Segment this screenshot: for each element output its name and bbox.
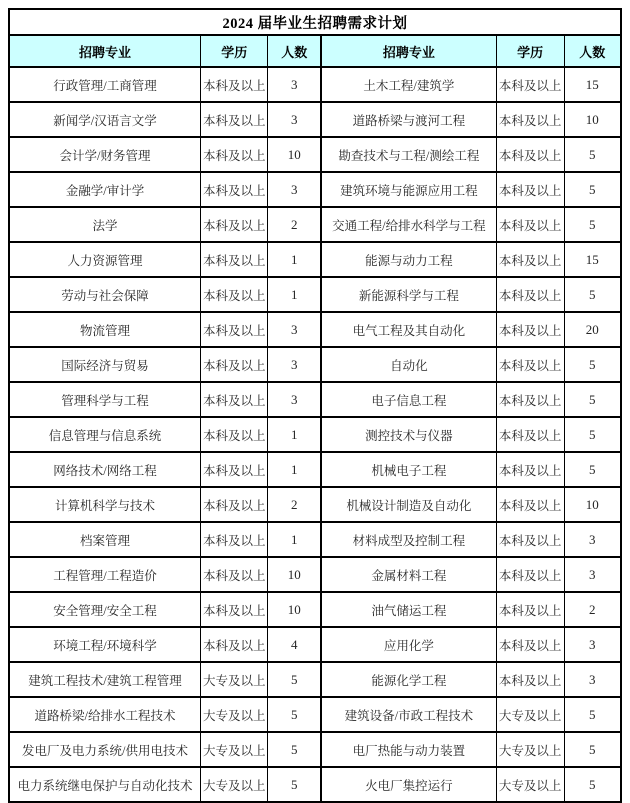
degree-cell: 本科及以上 [201,592,268,627]
major-cell: 油气储运工程 [321,592,496,627]
recruitment-demand-table [8,8,622,803]
major-cell: 档案管理 [9,522,201,557]
degree-cell: 本科及以上 [201,207,268,242]
major-cell: 建筑环境与能源应用工程 [321,172,496,207]
column-header-major-right: 招聘专业 [321,35,496,67]
major-cell: 勘查技术与工程/测绘工程 [321,137,496,172]
column-header-count-right: 人数 [564,35,621,67]
degree-cell: 本科及以上 [201,627,268,662]
count-cell: 3 [268,382,321,417]
count-cell: 1 [268,452,321,487]
major-cell: 法学 [9,207,201,242]
count-cell: 1 [268,417,321,452]
degree-cell: 本科及以上 [496,592,564,627]
count-cell: 3 [564,522,621,557]
count-cell: 1 [268,242,321,277]
major-cell: 能源与动力工程 [321,242,496,277]
count-cell: 3 [268,312,321,347]
degree-cell: 本科及以上 [496,382,564,417]
degree-cell: 本科及以上 [201,67,268,102]
count-cell: 1 [268,522,321,557]
count-cell: 2 [268,207,321,242]
table-row [9,277,621,312]
table-row [9,767,621,802]
table-header-row [9,35,621,67]
major-cell: 电力系统继电保护与自动化技术 [9,767,201,802]
major-cell: 工程管理/工程造价 [9,557,201,592]
degree-cell: 本科及以上 [496,242,564,277]
degree-cell: 本科及以上 [201,277,268,312]
major-cell: 信息管理与信息系统 [9,417,201,452]
count-cell: 4 [268,627,321,662]
count-cell: 5 [564,277,621,312]
degree-cell: 大专及以上 [201,732,268,767]
major-cell: 金融学/审计学 [9,172,201,207]
major-cell: 金属材料工程 [321,557,496,592]
degree-cell: 本科及以上 [201,172,268,207]
column-header-degree-left: 学历 [201,35,268,67]
table-row [9,732,621,767]
table-title: 2024 届毕业生招聘需求计划 [9,9,621,35]
major-cell: 劳动与社会保障 [9,277,201,312]
column-header-major-left: 招聘专业 [9,35,201,67]
count-cell: 15 [564,67,621,102]
count-cell: 3 [564,557,621,592]
count-cell: 5 [564,207,621,242]
major-cell: 新能源科学与工程 [321,277,496,312]
table-row [9,452,621,487]
count-cell: 5 [268,767,321,802]
count-cell: 3 [268,347,321,382]
count-cell: 5 [564,452,621,487]
degree-cell: 本科及以上 [201,242,268,277]
degree-cell: 本科及以上 [201,102,268,137]
degree-cell: 本科及以上 [496,452,564,487]
table-row [9,487,621,522]
column-header-degree-right: 学历 [496,35,564,67]
table-row [9,137,621,172]
table-row [9,417,621,452]
count-cell: 3 [564,662,621,697]
degree-cell: 本科及以上 [496,277,564,312]
major-cell: 土木工程/建筑学 [321,67,496,102]
degree-cell: 本科及以上 [496,312,564,347]
count-cell: 10 [268,592,321,627]
major-cell: 应用化学 [321,627,496,662]
degree-cell: 本科及以上 [496,207,564,242]
table-row [9,172,621,207]
table-row [9,662,621,697]
major-cell: 国际经济与贸易 [9,347,201,382]
count-cell: 5 [564,172,621,207]
count-cell: 5 [268,662,321,697]
count-cell: 3 [268,102,321,137]
count-cell: 5 [564,382,621,417]
count-cell: 15 [564,242,621,277]
count-cell: 2 [564,592,621,627]
count-cell: 5 [564,767,621,802]
major-cell: 环境工程/环境科学 [9,627,201,662]
count-cell: 10 [564,102,621,137]
degree-cell: 本科及以上 [496,172,564,207]
major-cell: 管理科学与工程 [9,382,201,417]
major-cell: 测控技术与仪器 [321,417,496,452]
count-cell: 3 [268,172,321,207]
major-cell: 行政管理/工商管理 [9,67,201,102]
major-cell: 电气工程及其自动化 [321,312,496,347]
degree-cell: 本科及以上 [201,347,268,382]
degree-cell: 本科及以上 [201,487,268,522]
count-cell: 1 [268,277,321,312]
table-row [9,347,621,382]
major-cell: 道路桥梁/给排水工程技术 [9,697,201,732]
count-cell: 5 [564,137,621,172]
table-row [9,312,621,347]
major-cell: 建筑工程技术/建筑工程管理 [9,662,201,697]
count-cell: 5 [564,697,621,732]
degree-cell: 本科及以上 [201,452,268,487]
count-cell: 20 [564,312,621,347]
degree-cell: 本科及以上 [496,102,564,137]
table-row [9,592,621,627]
count-cell: 10 [268,137,321,172]
table-row [9,697,621,732]
degree-cell: 本科及以上 [201,312,268,347]
major-cell: 材料成型及控制工程 [321,522,496,557]
table-row [9,67,621,102]
major-cell: 会计学/财务管理 [9,137,201,172]
major-cell: 自动化 [321,347,496,382]
table-row [9,102,621,137]
major-cell: 发电厂及电力系统/供用电技术 [9,732,201,767]
count-cell: 3 [268,67,321,102]
table-row [9,557,621,592]
degree-cell: 本科及以上 [496,67,564,102]
major-cell: 火电厂集控运行 [321,767,496,802]
degree-cell: 大专及以上 [496,697,564,732]
degree-cell: 大专及以上 [201,697,268,732]
count-cell: 5 [564,732,621,767]
major-cell: 道路桥梁与渡河工程 [321,102,496,137]
degree-cell: 本科及以上 [201,382,268,417]
major-cell: 电子信息工程 [321,382,496,417]
degree-cell: 本科及以上 [496,627,564,662]
major-cell: 网络技术/网络工程 [9,452,201,487]
count-cell: 5 [268,697,321,732]
count-cell: 2 [268,487,321,522]
degree-cell: 本科及以上 [496,557,564,592]
count-cell: 10 [268,557,321,592]
table-row [9,627,621,662]
degree-cell: 本科及以上 [201,557,268,592]
major-cell: 建筑设备/市政工程技术 [321,697,496,732]
degree-cell: 本科及以上 [496,417,564,452]
major-cell: 物流管理 [9,312,201,347]
count-cell: 5 [268,732,321,767]
table-row [9,522,621,557]
degree-cell: 本科及以上 [496,137,564,172]
major-cell: 人力资源管理 [9,242,201,277]
column-header-count-left: 人数 [268,35,321,67]
major-cell: 能源化学工程 [321,662,496,697]
table-row [9,382,621,417]
degree-cell: 本科及以上 [496,522,564,557]
major-cell: 机械电子工程 [321,452,496,487]
title-row [9,9,621,35]
count-cell: 5 [564,347,621,382]
major-cell: 交通工程/给排水科学与工程 [321,207,496,242]
degree-cell: 大专及以上 [201,662,268,697]
degree-cell: 本科及以上 [496,487,564,522]
count-cell: 10 [564,487,621,522]
degree-cell: 大专及以上 [496,732,564,767]
count-cell: 3 [564,627,621,662]
degree-cell: 大专及以上 [201,767,268,802]
count-cell: 5 [564,417,621,452]
table-row [9,242,621,277]
degree-cell: 本科及以上 [201,417,268,452]
degree-cell: 本科及以上 [201,522,268,557]
major-cell: 机械设计制造及自动化 [321,487,496,522]
table-row [9,207,621,242]
degree-cell: 本科及以上 [496,662,564,697]
degree-cell: 本科及以上 [496,347,564,382]
degree-cell: 大专及以上 [496,767,564,802]
major-cell: 新闻学/汉语言文学 [9,102,201,137]
degree-cell: 本科及以上 [201,137,268,172]
major-cell: 电厂热能与动力装置 [321,732,496,767]
major-cell: 安全管理/安全工程 [9,592,201,627]
major-cell: 计算机科学与技术 [9,487,201,522]
